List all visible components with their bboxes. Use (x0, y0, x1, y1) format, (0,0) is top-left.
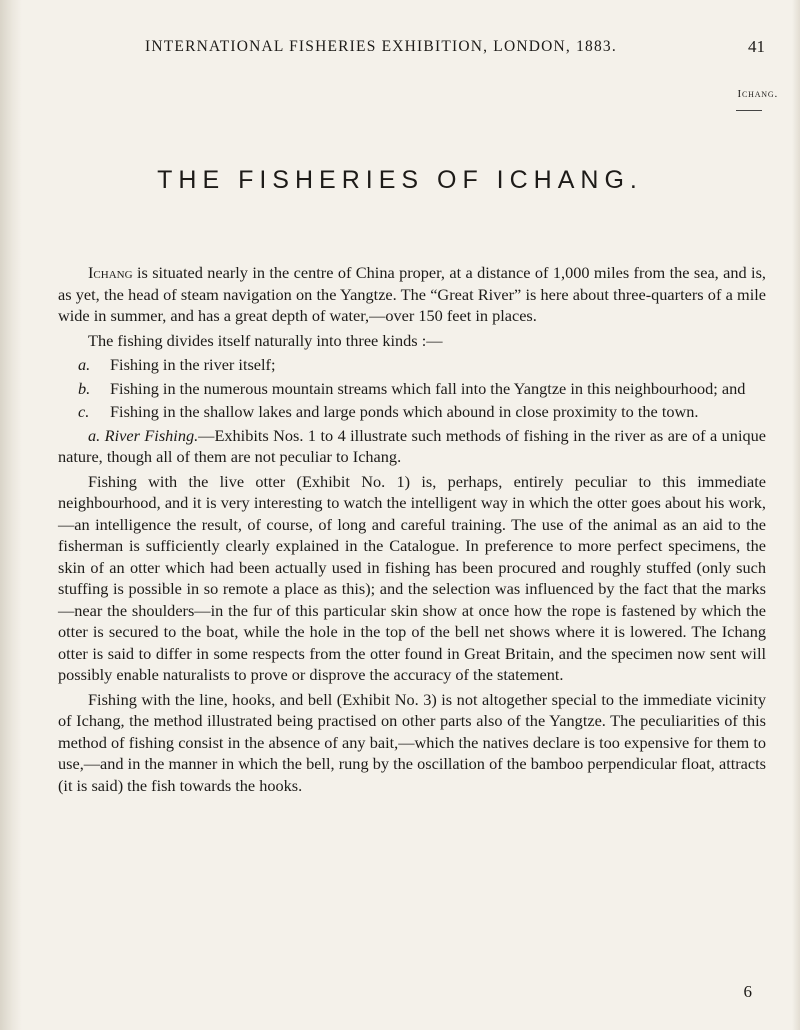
list-text: Fishing in the river itself; (110, 355, 276, 374)
list-marker: c. (78, 402, 90, 421)
running-header (145, 38, 765, 66)
intro-text: is situated nearly in the centre of China proper, at a distance of 1,000 miles from the sea, and is, as yet, the head of steam navigation on the Yangtze. The “Great River” is here about three-quarters of a mile wide in summer, and has a great depth of water,—over 150 feet in places. (58, 263, 766, 325)
section-text: —Exhibits Nos. 1 to 4 illustrate such methods of fishing in the river as are of a unique nature, though all of them are not peculiar to Ichang. (58, 425, 766, 466)
paragraph-divides: The fishing divides itself naturally into three kinds :— (88, 330, 443, 350)
page-binding-shadow (0, 0, 22, 1030)
list-marker: a. (78, 355, 91, 374)
list-item (58, 378, 766, 400)
list-text: Fishing in the shallow lakes and large ponds which abound in close proximity to the town. (110, 402, 699, 421)
paragraph-intro (58, 262, 766, 327)
paragraph-otter: Fishing with the live otter (Exhibit No. 1) is, perhaps, entirely peculiar to this immediate neighbourhood, and it is very interesting to watch the intelligent way in which the otter goes about his work,—an intelligence the result, of course, of long and careful training. The use of the animal as an aid to the fisherman is sufficiently clearly explained in the Catalogue. In preference to more perfect specimens, the skin of an otter which had been actually used in fishing has been procured and roughly stuffed (only such stuffing is possible in so remote a place as this); and the selection was influenced by the fact that the marks—near the shoulders—in the fur of this particular skin show at once how the rope is fastened by which the otter is secured to the boat, while the hole in the top of the bell net shows where it is lowered. The Ichang otter is said to differ in some respects from the otter found in Great Britain, and the specimen now sent will possibly enable naturalists to prove or disprove the accuracy of the statement. (58, 471, 766, 684)
list-item (58, 401, 766, 423)
chapter-title: THE FISHERIES OF ICHANG. (157, 166, 643, 194)
page-number: 41 (748, 37, 765, 56)
page-edge (792, 0, 800, 1030)
list-text: Fishing in the numerous mountain streams which fall into the Yangtze in this neighbourhood; and (110, 378, 746, 398)
paragraph-river-fishing (58, 425, 766, 468)
signature-mark: 6 (743, 982, 752, 1001)
running-title: INTERNATIONAL FISHERIES EXHIBITION, LONDON, 1883. (145, 38, 617, 55)
section-marker: a. (88, 425, 101, 445)
section-heading: River Fishing. (104, 425, 199, 445)
list-item (58, 354, 766, 376)
side-note: Ichang. (737, 88, 778, 100)
side-note-rule (736, 110, 762, 111)
intro-lead-word: Ichang (88, 263, 133, 282)
paragraph-line-fishing: Fishing with the line, hooks, and bell (Exhibit No. 3) is not altogether special to the immediate vicinity of Ichang, the method illustrated being practised on other parts also of the Yangtze. The peculiarities of this method of fishing consist in the absence of any bait,—which the natives declare is too expensive for them to use,—and in the manner in which the bell, rung by the oscillation of the bamboo perpendicular float, attracts (it is said) the fish towards the hooks. (58, 689, 766, 795)
body-text (58, 262, 766, 799)
list-marker: b. (78, 378, 91, 398)
